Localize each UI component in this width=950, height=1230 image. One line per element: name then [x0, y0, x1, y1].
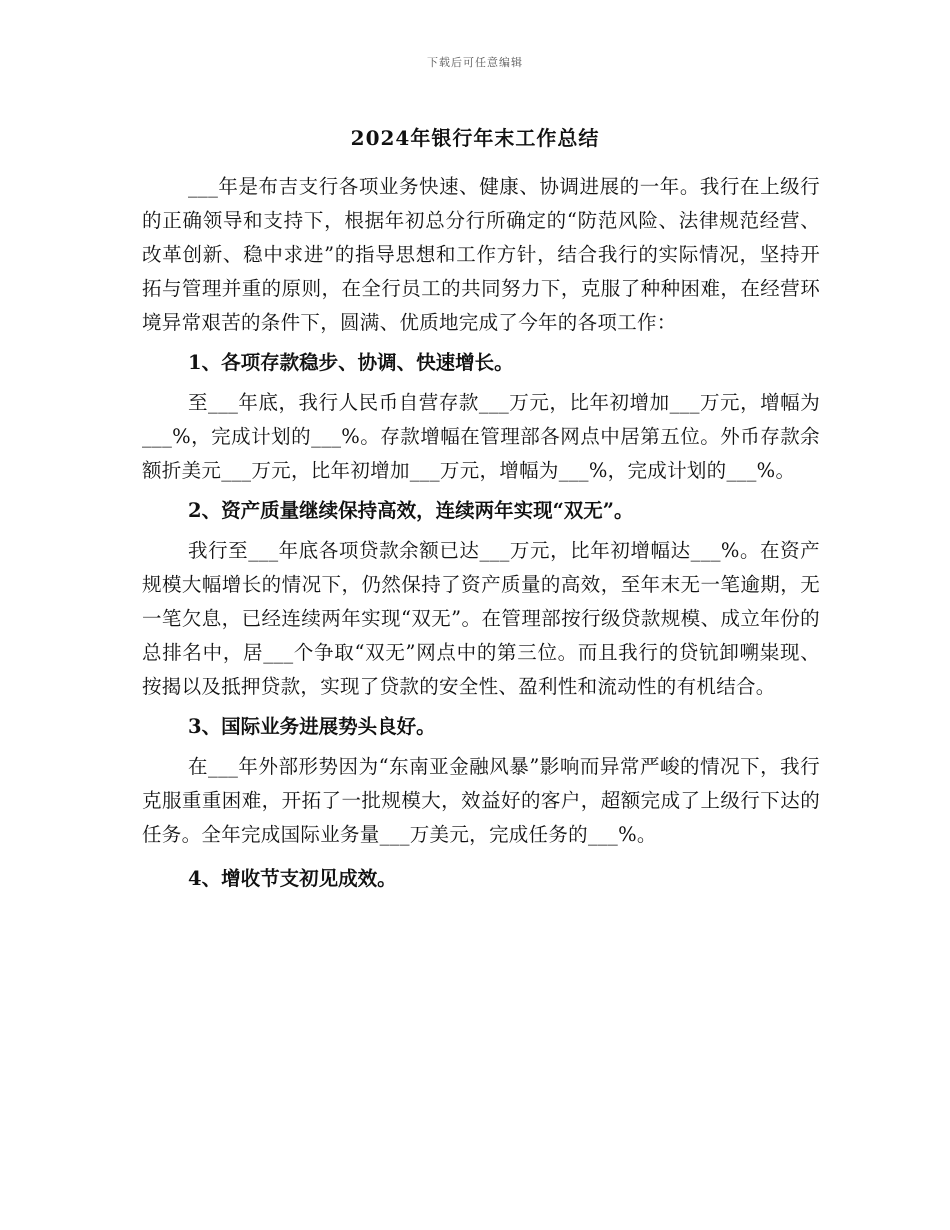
section-paragraph-1: 至___年底，我行人民币自营存款___万元，比年初增加___万元，增幅为___%，完成计划的___%。存款增幅在管理部各网点中居第五位。外币存款余额折美元___万元，比年初增加___万元，增幅为___%，完成计划的___%。 [142, 391, 820, 482]
section-heading-3: 3、国际业务进展势头良好。 [188, 715, 436, 738]
intro-paragraph: ___年是布吉支行各项业务快速、健康、协调进展的一年。我行在上级行的正确领导和支持下，根据年初总分行所确定的“防范风险、法律规范经营、改革创新、稳中求进”的指导思想和工作方针，结合我行的实际情况，坚持开拓与管理并重的原则，在全行员工的共同努力下，克服了种种困难，在经营环境异常艰苦的条件下，圆满、优质地完成了今年的各项工作： [142, 175, 820, 334]
document-title: 2024年银行年末工作总结 [350, 126, 600, 150]
section-heading-1: 1、各项存款稳步、协调、快速增长。 [188, 351, 514, 374]
section-heading-4: 4、增收节支初见成效。 [188, 867, 397, 890]
section-paragraph-3: 在___年外部形势因为“东南亚金融风暴”影响而异常严峻的情况下，我行克服重重困难，开拓了一批规模大，效益好的客户，超额完成了上级行下达的任务。全年完成国际业务量___万美元，完成任务的___%。 [142, 755, 820, 846]
document-body [142, 170, 820, 896]
section-paragraph-2: 我行至___年底各项贷款余额已达___万元，比年初增幅达___%。在资产规模大幅增长的情况下，仍然保持了资产质量的高效，至年末无一笔逾期，无一笔欠息，已经连续两年实现“双无”。在管理部按行级贷款规模、成立年份的总排名中，居___个争取“双无”网点中的第三位。而且我行的贷钪卸嗍粜现、按揭以及抵押贷款，实现了贷款的安全性、盈利性和流动性的有机结合。 [142, 539, 820, 698]
section-heading-2: 2、资产质量继续保持高效，连续两年实现“双无”。 [188, 499, 634, 522]
header-note: 下载后可任意编辑 [427, 56, 523, 69]
